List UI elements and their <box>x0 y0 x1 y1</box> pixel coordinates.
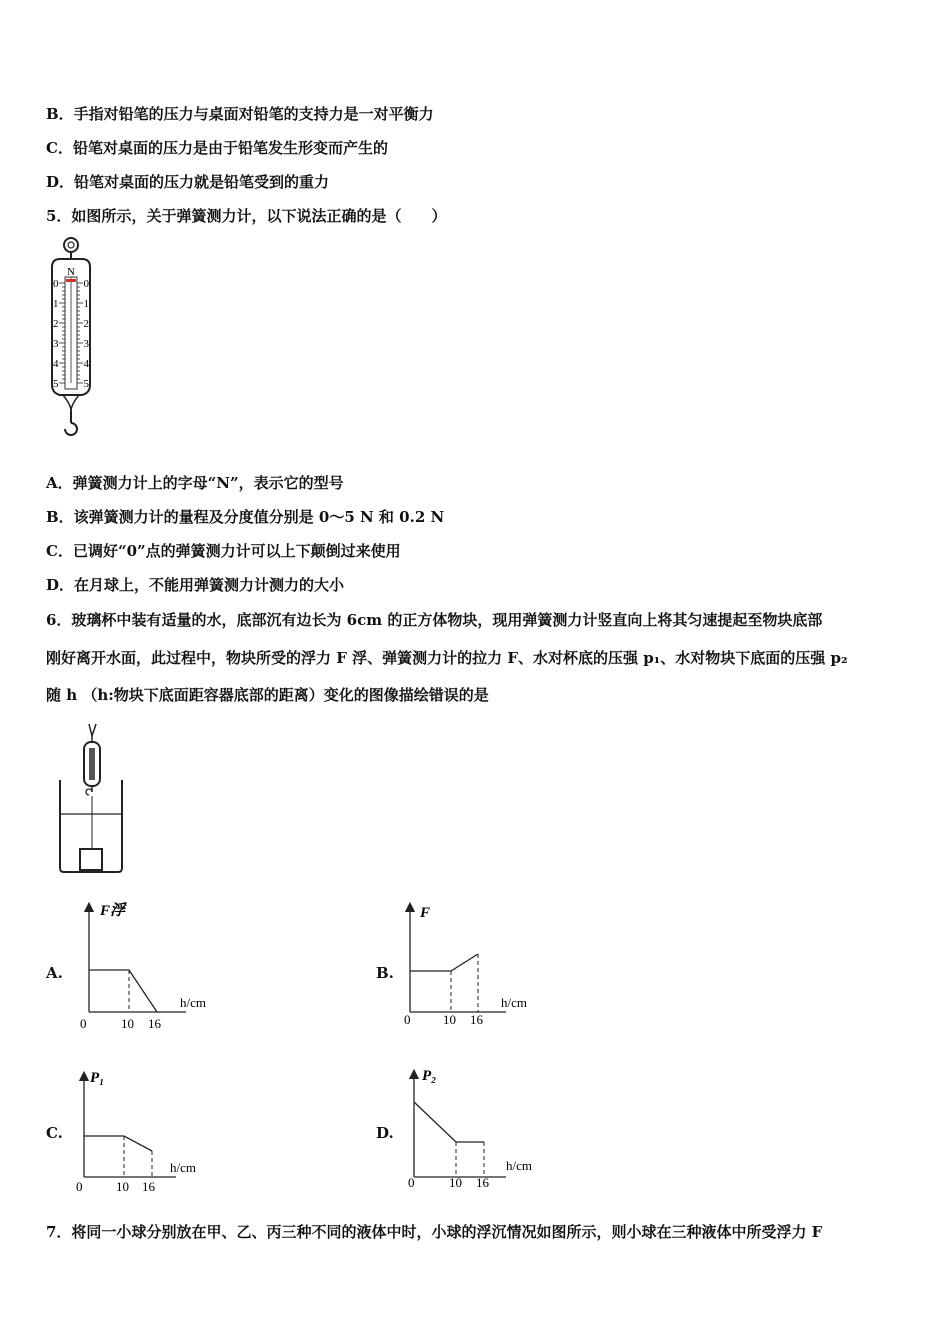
q5-option-b: B．该弹簧测力计的量程及分度值分别是 0～5 N 和 0.2 N <box>46 508 445 526</box>
beaker-figure <box>56 722 126 878</box>
graph-c-ylabel: P₁ <box>90 1070 105 1086</box>
graph-c-curve <box>84 1136 152 1151</box>
graph-d-xlabel: h/cm <box>506 1158 532 1173</box>
graph-c-xlabel: h/cm <box>170 1160 196 1175</box>
graph-c <box>72 1062 222 1201</box>
scale-number-left: 2 <box>53 318 59 330</box>
graph-d-curve <box>414 1102 484 1142</box>
graph-d-label: D. <box>376 1124 394 1142</box>
q4-option-b: B．手指对铅笔的压力与桌面对铅笔的支持力是一对平衡力 <box>46 105 434 123</box>
q5-stem: 5．如图所示，关于弹簧测力计，以下说法正确的是（ ） <box>46 207 447 225</box>
graph-a <box>74 897 224 1036</box>
spring-scale-figure <box>44 233 104 442</box>
q7-stem: 7．将同一小球分别放在甲、乙、丙三种不同的液体中时，小球的浮沉情况如图所示，则小球在三种液体中所受浮力 F <box>46 1223 823 1241</box>
graph-a-tick-16: 16 <box>148 1016 161 1031</box>
scale-number-right: 3 <box>83 338 89 350</box>
graph-b-label: B. <box>376 964 394 982</box>
graph-c-label: C. <box>46 1124 63 1142</box>
graph-d-origin: 0 <box>408 1175 415 1190</box>
graph-c-tick-16: 16 <box>142 1179 155 1194</box>
graph-c-tick-10: 10 <box>116 1179 129 1194</box>
q6-stem-line2: 刚好离开水面，此过程中，物块所受的浮力 F 浮、弹簧测力计的拉力 F、水对杯底的压强 p₁、水对物块下底面的压强 p₂ <box>46 649 848 667</box>
graph-a-xlabel: h/cm <box>180 995 206 1010</box>
scale-number-left: 5 <box>53 378 59 390</box>
q5-option-c: C．已调好“0”点的弹簧测力计可以上下颠倒过来使用 <box>46 542 401 560</box>
graph-d <box>402 1062 552 1201</box>
graph-b-xlabel: h/cm <box>501 995 527 1010</box>
scale-number-right: 1 <box>83 298 89 310</box>
graph-b-origin: 0 <box>404 1012 411 1027</box>
scale-number-right: 5 <box>83 378 89 390</box>
scale-number-left: 4 <box>53 358 59 370</box>
graph-a-curve <box>89 970 157 1012</box>
scale-number-left: 3 <box>53 338 59 350</box>
graph-d-tick-10: 10 <box>449 1175 462 1190</box>
graph-a-tick-10: 10 <box>121 1016 134 1031</box>
graph-b-tick-10: 10 <box>443 1012 456 1027</box>
graph-b-curve <box>410 954 478 971</box>
graph-c-origin: 0 <box>76 1179 83 1194</box>
scale-number-left: 1 <box>53 298 59 310</box>
scale-number-right: 2 <box>83 318 89 330</box>
graph-d-tick-16: 16 <box>476 1175 489 1190</box>
graph-d-ylabel: P₂ <box>422 1068 437 1084</box>
graph-b-ylabel: F <box>420 905 431 921</box>
q5-option-a: A．弹簧测力计上的字母“N”，表示它的型号 <box>46 474 344 492</box>
graph-a-label: A. <box>46 964 63 982</box>
scale-number-right: 4 <box>83 358 89 370</box>
q6-stem-line3: 随 h （h:物块下底面距容器底部的距离）变化的图像描绘错误的是 <box>46 686 489 704</box>
graph-b-tick-16: 16 <box>470 1012 483 1027</box>
scale-unit-label: N <box>67 266 75 278</box>
q4-option-c: C．铅笔对桌面的压力是由于铅笔发生形变而产生的 <box>46 139 388 157</box>
scale-number-left: 0 <box>53 278 59 290</box>
q5-option-d: D．在月球上，不能用弹簧测力计测力的大小 <box>46 576 345 594</box>
graph-a-origin: 0 <box>80 1016 87 1031</box>
graph-b <box>398 897 548 1036</box>
graph-a-ylabel: F浮 <box>100 903 126 919</box>
q6-stem-line1: 6．玻璃杯中装有适量的水，底部沉有边长为 6cm 的正方体物块，现用弹簧测力计竖直向上将其匀速提起至物块底部 <box>46 611 823 629</box>
scale-number-right: 0 <box>83 278 89 290</box>
q4-option-d: D．铅笔对桌面的压力就是铅笔受到的重力 <box>46 173 330 191</box>
